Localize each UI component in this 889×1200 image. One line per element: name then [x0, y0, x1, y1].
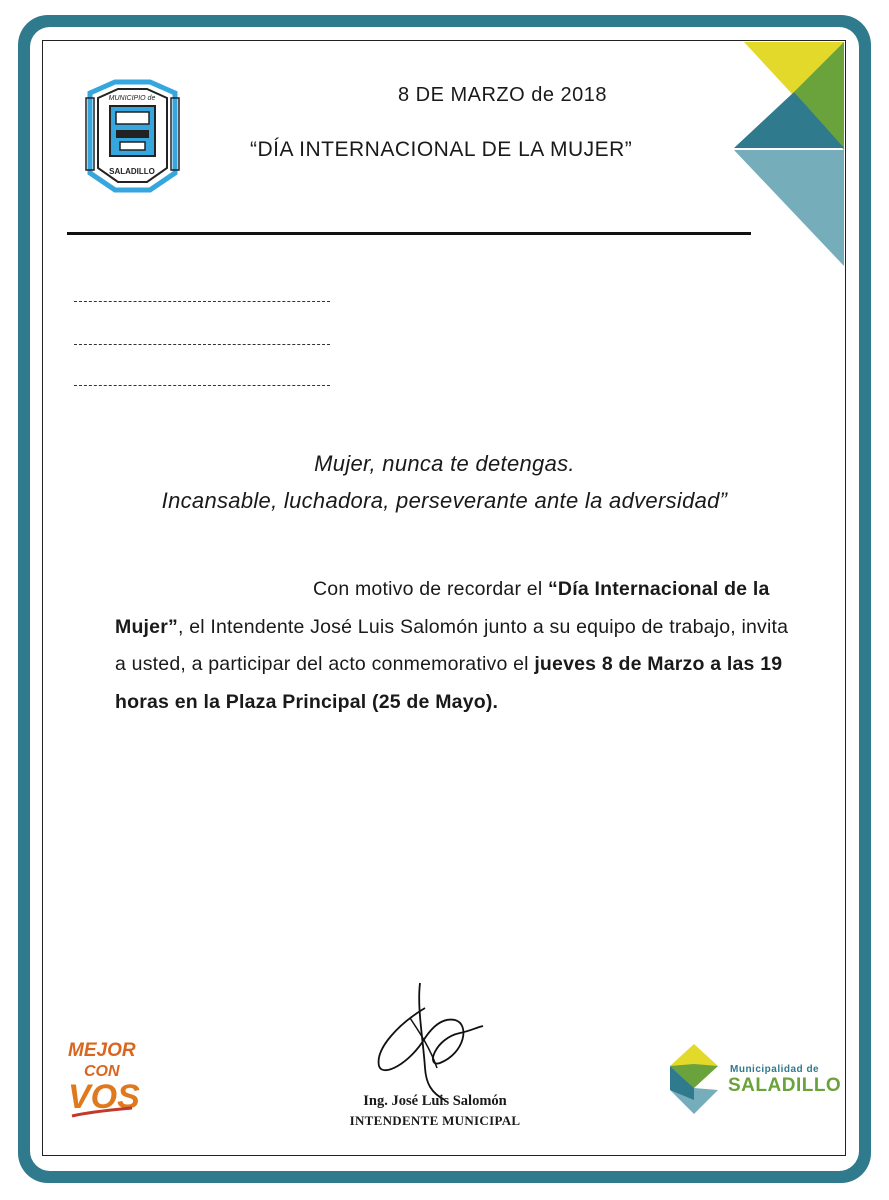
quote-line-2: Incansable, luchadora, perseverante ante la adversidad” [161, 488, 728, 513]
body-bold-event: “Día Internacional de la Mujer” [115, 578, 770, 638]
signer-name: Ing. José Luis Salomón [363, 1093, 507, 1109]
slogan-line-3: VOS [68, 1078, 140, 1116]
brand-small-text: Municipalidad de [730, 1064, 820, 1075]
header-divider [67, 232, 751, 235]
recipient-line-1 [74, 301, 330, 302]
seal-bottom-text: SALADILLO [109, 167, 155, 176]
document-date [0, 84, 889, 107]
recipient-line-3 [74, 385, 330, 386]
body-middle: , el Intendente José Luis Salomón junto a su equipo de trabajo, invita a usted, a participar del acto conmemorativo el [115, 615, 789, 675]
mejor-con-vos-logo [64, 1036, 144, 1126]
quote-line-1: Mujer, nunca te detengas. [314, 451, 575, 476]
invitation-body [115, 571, 795, 721]
slogan-line-2: CON [84, 1063, 120, 1080]
signer-title: INTENDENTE MUNICIPAL [349, 1113, 521, 1128]
recipient-line-2 [74, 344, 330, 345]
seal-top-text: MUNICIPIO de [108, 95, 156, 102]
brand-big-text: SALADILLO [728, 1075, 842, 1096]
body-intro: Con motivo de recordar el [313, 578, 548, 600]
saladillo-diamond-icon [668, 1042, 724, 1122]
date-text: 8 DE MARZO de 2018 [397, 84, 608, 106]
event-title: “DÍA INTERNACIONAL DE LA MUJER” [250, 138, 633, 161]
body-bold-details: jueves 8 de Marzo a las 19 horas en la Plaza Principal (25 de Mayo). [115, 653, 783, 713]
handwritten-signature [365, 978, 495, 1103]
slogan-line-1: MEJOR [68, 1040, 136, 1061]
